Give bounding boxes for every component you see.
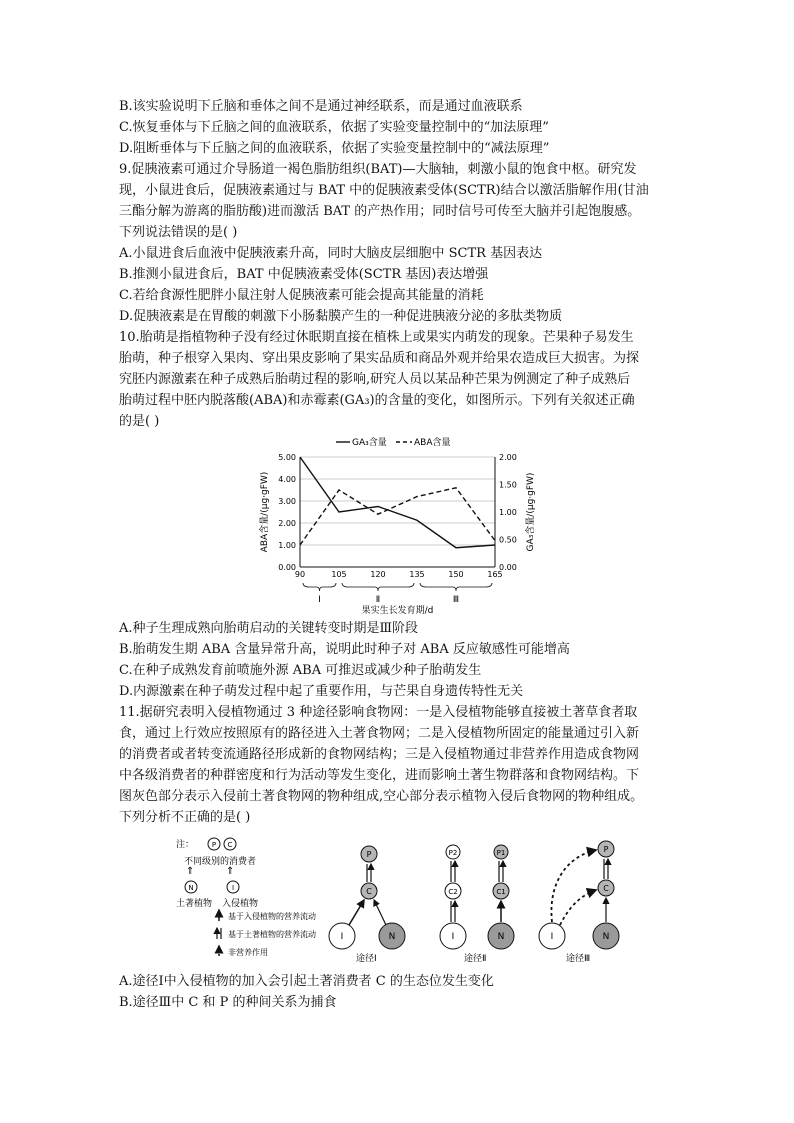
path-3-label: 途径Ⅲ	[566, 954, 591, 964]
path-1-label: 途径Ⅰ	[356, 954, 377, 964]
food-web-diagram	[170, 835, 630, 965]
stage-brace	[420, 583, 492, 591]
y-left-tick: 3.00	[278, 497, 296, 506]
text-line: D.内源激素在种子萌发过程中起了重要作用，与芒果自身遗传特性无关	[119, 684, 524, 699]
node-label: N	[188, 884, 194, 892]
chart-svg	[250, 430, 540, 615]
consumers-label: 不同级别的消费者	[184, 857, 257, 867]
node-label: N	[602, 932, 610, 942]
x-tick: 120	[370, 570, 386, 579]
flow-arrow	[349, 900, 364, 925]
text-line: 现，小鼠进食后，促胰液素通过与 BAT 中的促胰液素受体(SCTR)结合以激活脂解作用(甘油	[119, 183, 649, 198]
text-line: 三酯分解为游离的脂肪酸)进而激活 BAT 的产热作用；同时信号可传至大脑并引起饱腹感。	[119, 204, 641, 219]
node-label: C2	[448, 888, 458, 896]
x-tick: 165	[487, 570, 503, 579]
node-label: P	[603, 845, 609, 854]
x-axis-label: 果实生长发育期/d	[361, 606, 434, 615]
native-plant-label: 土著植物	[176, 899, 213, 909]
node-label: P2	[448, 849, 458, 857]
stage-label: Ⅰ	[318, 595, 321, 605]
node-label: C	[366, 887, 372, 896]
y-left-axis-label: ABA含量/(μg·gFW)	[260, 471, 270, 553]
hormone-line-chart	[250, 430, 540, 615]
text-line: 的消费者或者转变流通路径形成新的食物网结构；三是入侵植物通过非营养作用造成食物网	[119, 747, 640, 762]
node-label: C1	[496, 888, 506, 896]
double-arrow-symbol: ⇑	[226, 866, 235, 877]
text-line: 的是( )	[119, 414, 160, 429]
text-line: 中各级消费者的种群密度和行为活动等发生变化，进而影响土著生物群落和食物网结构。下	[119, 768, 640, 783]
node-label: P	[366, 850, 372, 859]
y-left-tick: 2.00	[278, 519, 296, 528]
text-line: 下列分析不正确的是( )	[119, 810, 251, 825]
text-line: A.种子生理成熟向胎萌启动的关键转变时期是Ⅲ阶段	[119, 621, 419, 636]
text-line: D.促胰液素是在胃酸的刺激下小肠黏膜产生的一种促进胰液分泌的多肽类物质	[119, 309, 563, 324]
invasive-plant-label: 入侵植物	[222, 899, 259, 909]
node-label: I	[231, 884, 235, 892]
y-left-tick: 4.00	[278, 475, 296, 484]
text-line: A.途径Ⅰ中入侵植物的加入会引起土著消费者 C 的生态位发生变化	[119, 974, 494, 989]
series-aba-line	[300, 488, 495, 545]
node-label: N	[388, 932, 396, 942]
x-tick: 135	[409, 570, 425, 579]
text-line: 11.据研究表明入侵植物通过 3 种途径影响食物网：一是入侵植物能够直接被土著草食者取	[119, 705, 638, 720]
note-label: 注：	[176, 840, 195, 850]
legend-non-nutritive: 非营养作用	[228, 948, 268, 957]
node-label: I	[451, 932, 455, 942]
text-line: C.恢复垂体与下丘脑之间的血液联系，依据了实验变量控制中的“加法原理”	[119, 120, 549, 135]
text-line: B.该实验说明下丘脑和垂体之间不是通过神经联系，而是通过血液联系	[119, 99, 523, 114]
legend-native-flow: 基于土著植物的营养流动	[228, 930, 316, 939]
node-label: I	[550, 932, 554, 942]
y-right-axis-label: GA₃含量/(μg·gFW)	[526, 472, 536, 552]
text-line: B.胎萌发生期 ABA 含量异常升高，说明此时种子对 ABA 反应敏感性可能增高	[119, 642, 570, 657]
food-web-svg	[170, 835, 630, 965]
legend-ga3-label: GA₃含量	[352, 438, 387, 448]
node-label: N	[497, 932, 505, 942]
y-right-tick: 0.50	[499, 535, 517, 545]
y-right-tick: 1.50	[499, 480, 517, 490]
node-label: I	[340, 932, 344, 942]
non-nutritive-arrow	[551, 850, 596, 922]
x-tick: 90	[294, 570, 306, 579]
legend-invasive-flow: 基于入侵植物的营养流动	[228, 912, 316, 921]
stage-label: Ⅲ	[452, 595, 460, 605]
stage-brace	[342, 583, 414, 591]
series-ga3-line	[300, 457, 495, 548]
node-label: P1	[496, 849, 506, 857]
text-line: A.小鼠进食后血液中促胰液素升高，同时大脑皮层细胞中 SCTR 基因表达	[119, 246, 543, 261]
text-line: 食，通过上行效应按照原有的路径进入土著食物网；二是入侵植物所固定的能量通过引入新	[119, 726, 640, 741]
y-left-tick: 5.00	[278, 453, 296, 462]
text-line: 下列说法错误的是( )	[119, 225, 238, 240]
x-tick: 150	[448, 570, 464, 579]
text-line: 胎萌，种子根穿入果肉、穿出果皮影响了果实品质和商品外观并给果农造成巨大损害。为探	[119, 351, 640, 366]
path-2-label: 途径Ⅱ	[464, 954, 487, 964]
text-line: 10.胎萌是指植物种子没有经过休眠期直接在植株上或果实内萌发的现象。芒果种子易发生	[119, 330, 634, 345]
text-line: C.若给食源性肥胖小鼠注射人促胰液素可能会提高其能量的消耗	[119, 288, 484, 303]
text-line: 究胚内源激素在种子成熟后胎萌过程的影响,研究人员以某品种芒果为例测定了种子成熟后	[119, 372, 631, 387]
text-line: B.推测小鼠进食后，BAT 中促胰液素受体(SCTR 基因)表达增强	[119, 267, 489, 282]
flow-arrow	[374, 900, 386, 925]
stage-brace	[303, 583, 336, 591]
text-line: 胎萌过程中胚内脱落酸(ABA)和赤霉素(GA₃)的含量的变化，如图所示。下列有关叙述正确	[119, 393, 635, 408]
stage-label: Ⅱ	[375, 595, 381, 605]
y-right-tick: 2.00	[499, 453, 517, 462]
y-left-tick: 0.00	[278, 563, 296, 572]
text-line: C.在种子成熟发育前喷施外源 ABA 可推迟或减少种子胎萌发生	[119, 663, 482, 678]
legend-aba-label: ABA含量	[414, 438, 451, 448]
x-tick: 105	[331, 570, 347, 579]
non-nutritive-arrow	[560, 890, 596, 925]
y-right-tick: 1.00	[499, 508, 517, 517]
node-label: C	[603, 884, 609, 893]
node-label: P	[211, 841, 217, 849]
text-line: D.阻断垂体与下丘脑之间的血液联系，依据了实验变量控制中的“减法原理”	[119, 141, 550, 156]
text-line: B.途径Ⅲ中 C 和 P 的种间关系为捕食	[119, 995, 337, 1010]
y-right-tick: 0.00	[499, 563, 517, 572]
text-line: 9.促胰液素可通过介导肠道一褐色脂肪组织(BAT)—大脑轴，刺激小鼠的饱食中枢。研究发	[119, 162, 637, 177]
double-arrow-symbol: ⇑	[186, 866, 195, 877]
node-label: C	[227, 841, 233, 849]
text-line: 图灰色部分表示入侵前土著食物网的物种组成,空心部分表示植物入侵后食物网的物种组成。	[119, 789, 644, 804]
y-left-tick: 1.00	[278, 541, 296, 550]
